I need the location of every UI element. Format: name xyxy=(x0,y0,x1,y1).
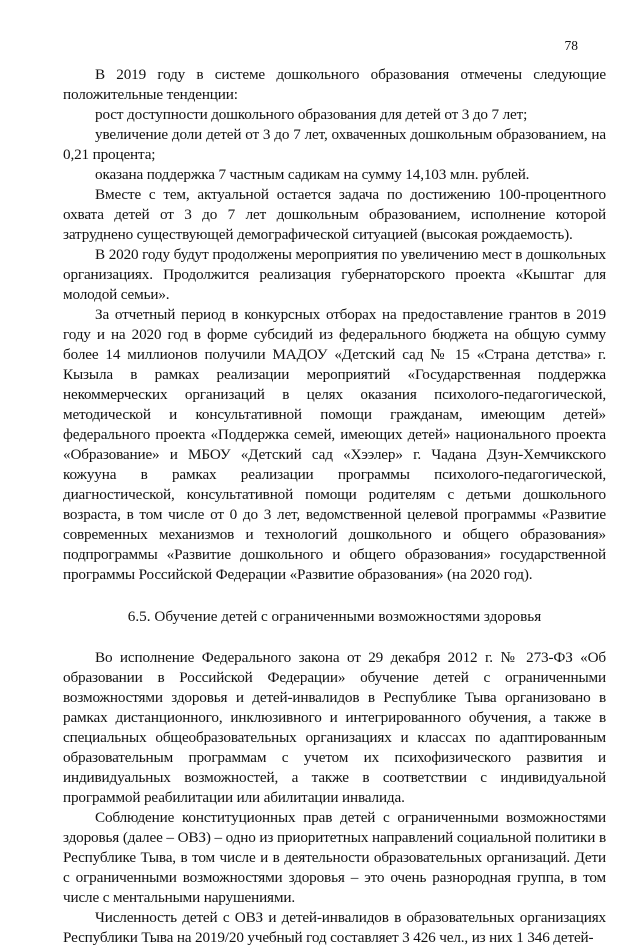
paragraph: Во исполнение Федерального закона от 29 декабря 2012 г. № 273-ФЗ «Об образовании в Российской Федерации» обучение детей с ограниченными возможностями здоровья и детей-инвалидов в Республике Тыва организовано в рамках дистанционного, инклюзивного и интегрированного обучения, а также в специальных общеобразовательных организациях и классах по адаптированным образовательным программам с учетом их психофизического развития и индивидуальных возможностей, а также в соответствии с индивидуальной программой реабилитации или абилитации инвалида. xyxy=(63,649,606,806)
paragraph: В 2020 году будут продолжены мероприятия по увеличению мест в дошкольных организациях. Продолжится реализация губернаторского проекта «Кыштаг для молодой семьи». xyxy=(63,246,606,303)
paragraph: Соблюдение конституционных прав детей с ограниченными возможностями здоровья (далее – ОВЗ) – одно из приоритетных направлений социальной политики в Республике Тыва, в том числе и в деятельности образовательных организаций. Дети с ограниченными возможностями здоровья – это очень разнородная группа, в том числе с ментальными нарушениями. xyxy=(63,809,606,906)
section-heading: 6.5. Обучение детей с ограниченными возможностями здоровья xyxy=(127,608,542,625)
list-item: увеличение доли детей от 3 до 7 лет, охваченных дошкольным образованием, на 0,21 процента; xyxy=(63,126,606,163)
list-item: рост доступности дошкольного образования для детей от 3 до 7 лет; xyxy=(95,106,528,123)
page-number: 78 xyxy=(564,38,578,53)
paragraph: За отчетный период в конкурсных отборах на предоставление грантов в 2019 году и на 2020 год в форме субсидий из федерального бюджета на общую сумму более 14 миллионов получили МАДОУ «Детский сад № 15 «Страна детства» г. Кызыла в рамках реализации мероприятий «Государственная поддержка некоммерческих организаций в целях оказания психолого-педагогической, методической и консультативной помощи гражданам, имеющим детей» федерального проекта «Поддержка семей, имеющих детей» национального проекта «Образование» и МБОУ «Детский сад «Хээлер» г. Чадана Дзун-Хемчикского кожууна в рамках реализации программы психолого-педагогической, диагностической, консультативной помощи родителям с детьми дошкольного возраста, в том числе от 0 до 3 лет, ведомственной целевой программы «Развитие современных механизмов и технологий дошкольного и общего образования» подпрограммы «Развитие дошкольного и общего образования» государственной программы Российской Федерации «Развитие образования» (на 2020 год). xyxy=(63,306,606,583)
paragraph: Вместе с тем, актуальной остается задача по достижению 100-процентного охвата детей от 3 до 7 лет дошкольным образованием, исполнение которой затруднено существующей демографической ситуацией (высокая рождаемость). xyxy=(63,186,606,243)
list-item: оказана поддержка 7 частным садикам на сумму 14,103 млн. рублей. xyxy=(95,166,530,183)
document-body xyxy=(63,65,606,948)
paragraph: Численность детей с ОВЗ и детей-инвалидов в образовательных организациях Республики Тыва на 2019/20 учебный год составляет 3 426 чел., из них 1 346 детей- xyxy=(63,909,606,946)
paragraph: В 2019 году в системе дошкольного образования отмечены следующие положительные тенденции: xyxy=(63,66,606,103)
